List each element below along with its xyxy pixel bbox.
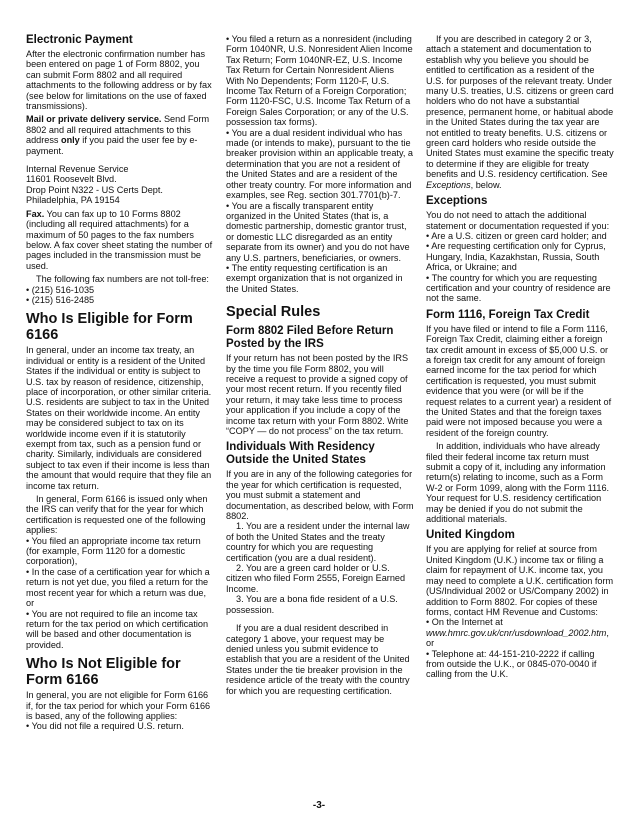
dual-resident-bullet: • You are a dual resident individual who has made (or intends to make), pursuant to the tie breaker provision within an applicable treaty, a determination that you are not a resident of the United States and are a resident of the other treaty country. For more information and examples, see Reg. section 301.7701(b)-7. [226,127,413,201]
exceptions-bullet: • Are requesting certification only for Cyprus, Hungary, India, Kazakhstan, Russia, South Africa, or Ukraine; and [426,241,606,273]
individuals-text: If you are in any of the following categories for the year for which certification is requested, you must submit a statement and documentation, as described below, with Form 8802. [226,469,414,522]
uk-phone-bullet: • Telephone at: 44-151-210-2222 if calling from outside the U.K., or 0845-070-0040 if calling from the U.K. [426,648,597,680]
fax-number: • (215) 516-2485 [26,294,95,305]
uk-text: If you are applying for relief at source from United Kingdom (U.K.) income tax or filing a claim for repayment of U.K. income tax, you may need to complete a U.K. certification form (US/Individual 2002 or US/Company 2002) in addition to Form 8802. For copies of these forms, contact HM Revenue and Customs: [426,544,614,617]
exceptions-ref: Exceptions [426,179,471,190]
uk-internet-bullet [426,617,614,648]
hmrc-link[interactable]: www.hmrc.gov.uk/cnr/usdownload_2002.htm [426,627,607,638]
category-item: 1. You are a resident under the internal law of both the United States and the treaty country for which you are requesting certification (you are a dual resident). [226,521,410,563]
uk-internet-b: , or [426,627,609,649]
exempt-org-bullet: • The entity requesting certification is an exempt organization that is not organized in the United States. [226,262,403,294]
mail-lead: Mail or private delivery service. [26,114,162,125]
form-1116-text-2: In addition, individuals who have already filed their federal income tax return must submit a copy of it, including any information return(s) relating to income, such as a Form W-2 or Form 1099, along with the Form 1116. Your request for U.S. residency certification may be denied if you do not submit the additional materials. [426,441,610,525]
not-eligible-bullet: • You did not file a required U.S. return. [26,721,184,732]
mail-text-a: Send Form 8802 and all required attachments to this address [26,114,210,146]
heading-who-is-not-eligible: Who Is Not Eligible for Form 6166 [26,656,181,689]
column-2 [226,34,414,699]
category-text-end: , below. [470,179,502,190]
filed-before-text: If your return has not been posted by the IRS by the time you file Form 8802, you will receive a request to provide a signed copy of your most recent return. If you recently filed your return, it may take less time to process your application if you include a copy of the income tax return with your Form 8802. Write “COPY — do not process” on the tax return. [226,353,409,436]
category-item: 2. You are a green card holder or U.S. citizen who filed Form 2555, Foreign Earned Income. [226,563,406,594]
heading-filed-before-return: Form 8802 Filed Before Return Posted by the IRS [226,325,394,351]
exceptions-bullet: • The country for which you are requesting certification and your country of residence are not the same. [426,272,611,304]
irs-address [26,164,214,206]
eligible-text-2: In general, Form 6166 is issued only when the IRS can verify that for the year for which certification is requested one of the following applies: [26,494,208,536]
category-text-a: If you are described in category 2 or 3, attach a statement and documentation to establish why you believe you should be entitled to certification as a resident of the U.S. for purposes of the relevant treaty. Under many U.S. treaties, U.S. citizens or green card holders who do not have a substantial presence, permanent home, or habitual abode in the United States during the tax year are not entitled to treaty benefits. U.S. citizens or green card holders who reside outside the United States must examine the specific treaty to determine if they are eligible for treaty benefits and U.S. residency certification. See [426,34,614,180]
eligible-bullet: • You are not required to file an income tax return for the tax period on which certification will be based and other documentation is provided. [26,608,209,650]
column-3 [426,34,614,683]
heading-exceptions: Exceptions [426,195,488,208]
category-2-3-text [426,34,614,190]
page-number: -3- [312,800,326,811]
fax-body: You can fax up to 10 Forms 8802 (including all required attachments) for a maximum of 50 pages to the fax numbers below. A fax cover sheet stating the number of pages included in the transmission must be used. [26,208,213,271]
heading-electronic-payment: Electronic Payment [26,34,133,46]
document-page [26,34,614,794]
heading-who-is-eligible: Who Is Eligible for Form 6166 [26,311,193,344]
address-line: Philadelphia, PA 19154 [26,195,120,206]
form-1116-text-1: If you have filed or intend to file a Form 1116, Foreign Tax Credit, claiming either a foreign tax credit amount in excess of $5,000 U.S. or a foreign tax credit for any amount of foreign earned income for the tax period for which certification is requested, you must submit evidence that you were (or will be if the request relates to a current year) a resident of the United States and that the foreign taxes paid were not imposed because you were a resident of the foreign country. [426,323,612,438]
heading-united-kingdom: United Kingdom [426,529,515,542]
mail-text-b: if you paid the user fee by e-payment. [26,135,198,156]
eligible-bullet: • You filed an appropriate income tax return (for example, Form 1120 for a domestic corporation), [26,535,201,567]
fax-tollfree-text: The following fax numbers are not toll-free: [36,274,209,285]
mail-only: only [61,135,80,146]
address-line: Drop Point N322 - US Certs Dept. [26,184,163,195]
transparent-entity-bullet: • You are a fiscally transparent entity organized in the United States (that is, a domestic partnership, domestic grantor trust, or domestic LLC disregarded as an entity separate from its owner) and you do not have any U.S. partners, beneficiaries, or owners. [226,200,410,263]
nonresident-bullet: • You filed a return as a nonresident (including Form 1040NR, U.S. Nonresident Alien Income Tax Return; Form 1040NR-EZ, U.S. Income Tax Return for Certain Nonresident Aliens With No Dependents; Form 1120-F, U.S. Income Tax Return of a Foreign Corporation; Form 1120-FSC, U.S. Income Tax Return of a Foreign Sales Corporation; or any of the U.S. possession tax forms). [226,34,413,128]
uk-internet-a: • On the Internet at [426,617,503,628]
fax-number: • (215) 516-1035 [26,284,95,295]
not-eligible-text: In general, you are not eligible for Form 6166 if, for the tax period for which your Form 6166 is based, any of the following applies: [26,690,211,721]
address-line: Internal Revenue Service [26,164,129,175]
heading-special-rules: Special Rules [226,304,321,321]
address-line: 11601 Roosevelt Blvd. [26,174,117,185]
heading-individuals-residency: Individuals With Residency Outside the United States [226,441,375,467]
exceptions-text: You do not need to attach the additional statement or documentation requested if you: [426,210,610,231]
electronic-payment-text: After the electronic confirmation number has been entered on page 1 of Form 8802, you can submit Form 8802 and all required attachments to the following address or by fax (see below for limitations on the use of faxed transmissions). [26,49,212,112]
eligible-text-1: In general, under an income tax treaty, an individual or entity is a resident of the United States if the individual or entity is subject to U.S. tax by reason of residence, citizenship, place of incorporation, or other similar criteria. U.S. residents are subject to tax in the United States on their worldwide income. An entity may be considered subject to tax on its worldwide income even if it is statutorily exempt from tax, such as a pension fund or charity. Similarly, individuals are considered subject to tax even if their income is less than the amount that would require that they file an income tax return. [26,345,212,491]
category-item: 3. You are a bona fide resident of a U.S. possession. [226,594,398,615]
eligible-bullet: • In the case of a certification year for which a return is not yet due, you filed a return for the most recent year for which a return was due, or [26,566,210,609]
fax-lead: Fax. [26,208,45,219]
exceptions-bullet: • Are a U.S. citizen or green card holder; and [426,230,607,241]
mail-delivery-text [26,114,214,156]
fax-text [26,209,214,271]
heading-form-1116: Form 1116, Foreign Tax Credit [426,308,590,321]
column-1 [26,34,214,735]
dual-resident-text: If you are a dual resident described in category 1 above, your request may be denied unless you submit evidence to establish that you are a resident of the United States under the tie breaker provision in the residence article of the treaty with the country for which you are requesting certification. [226,623,410,696]
